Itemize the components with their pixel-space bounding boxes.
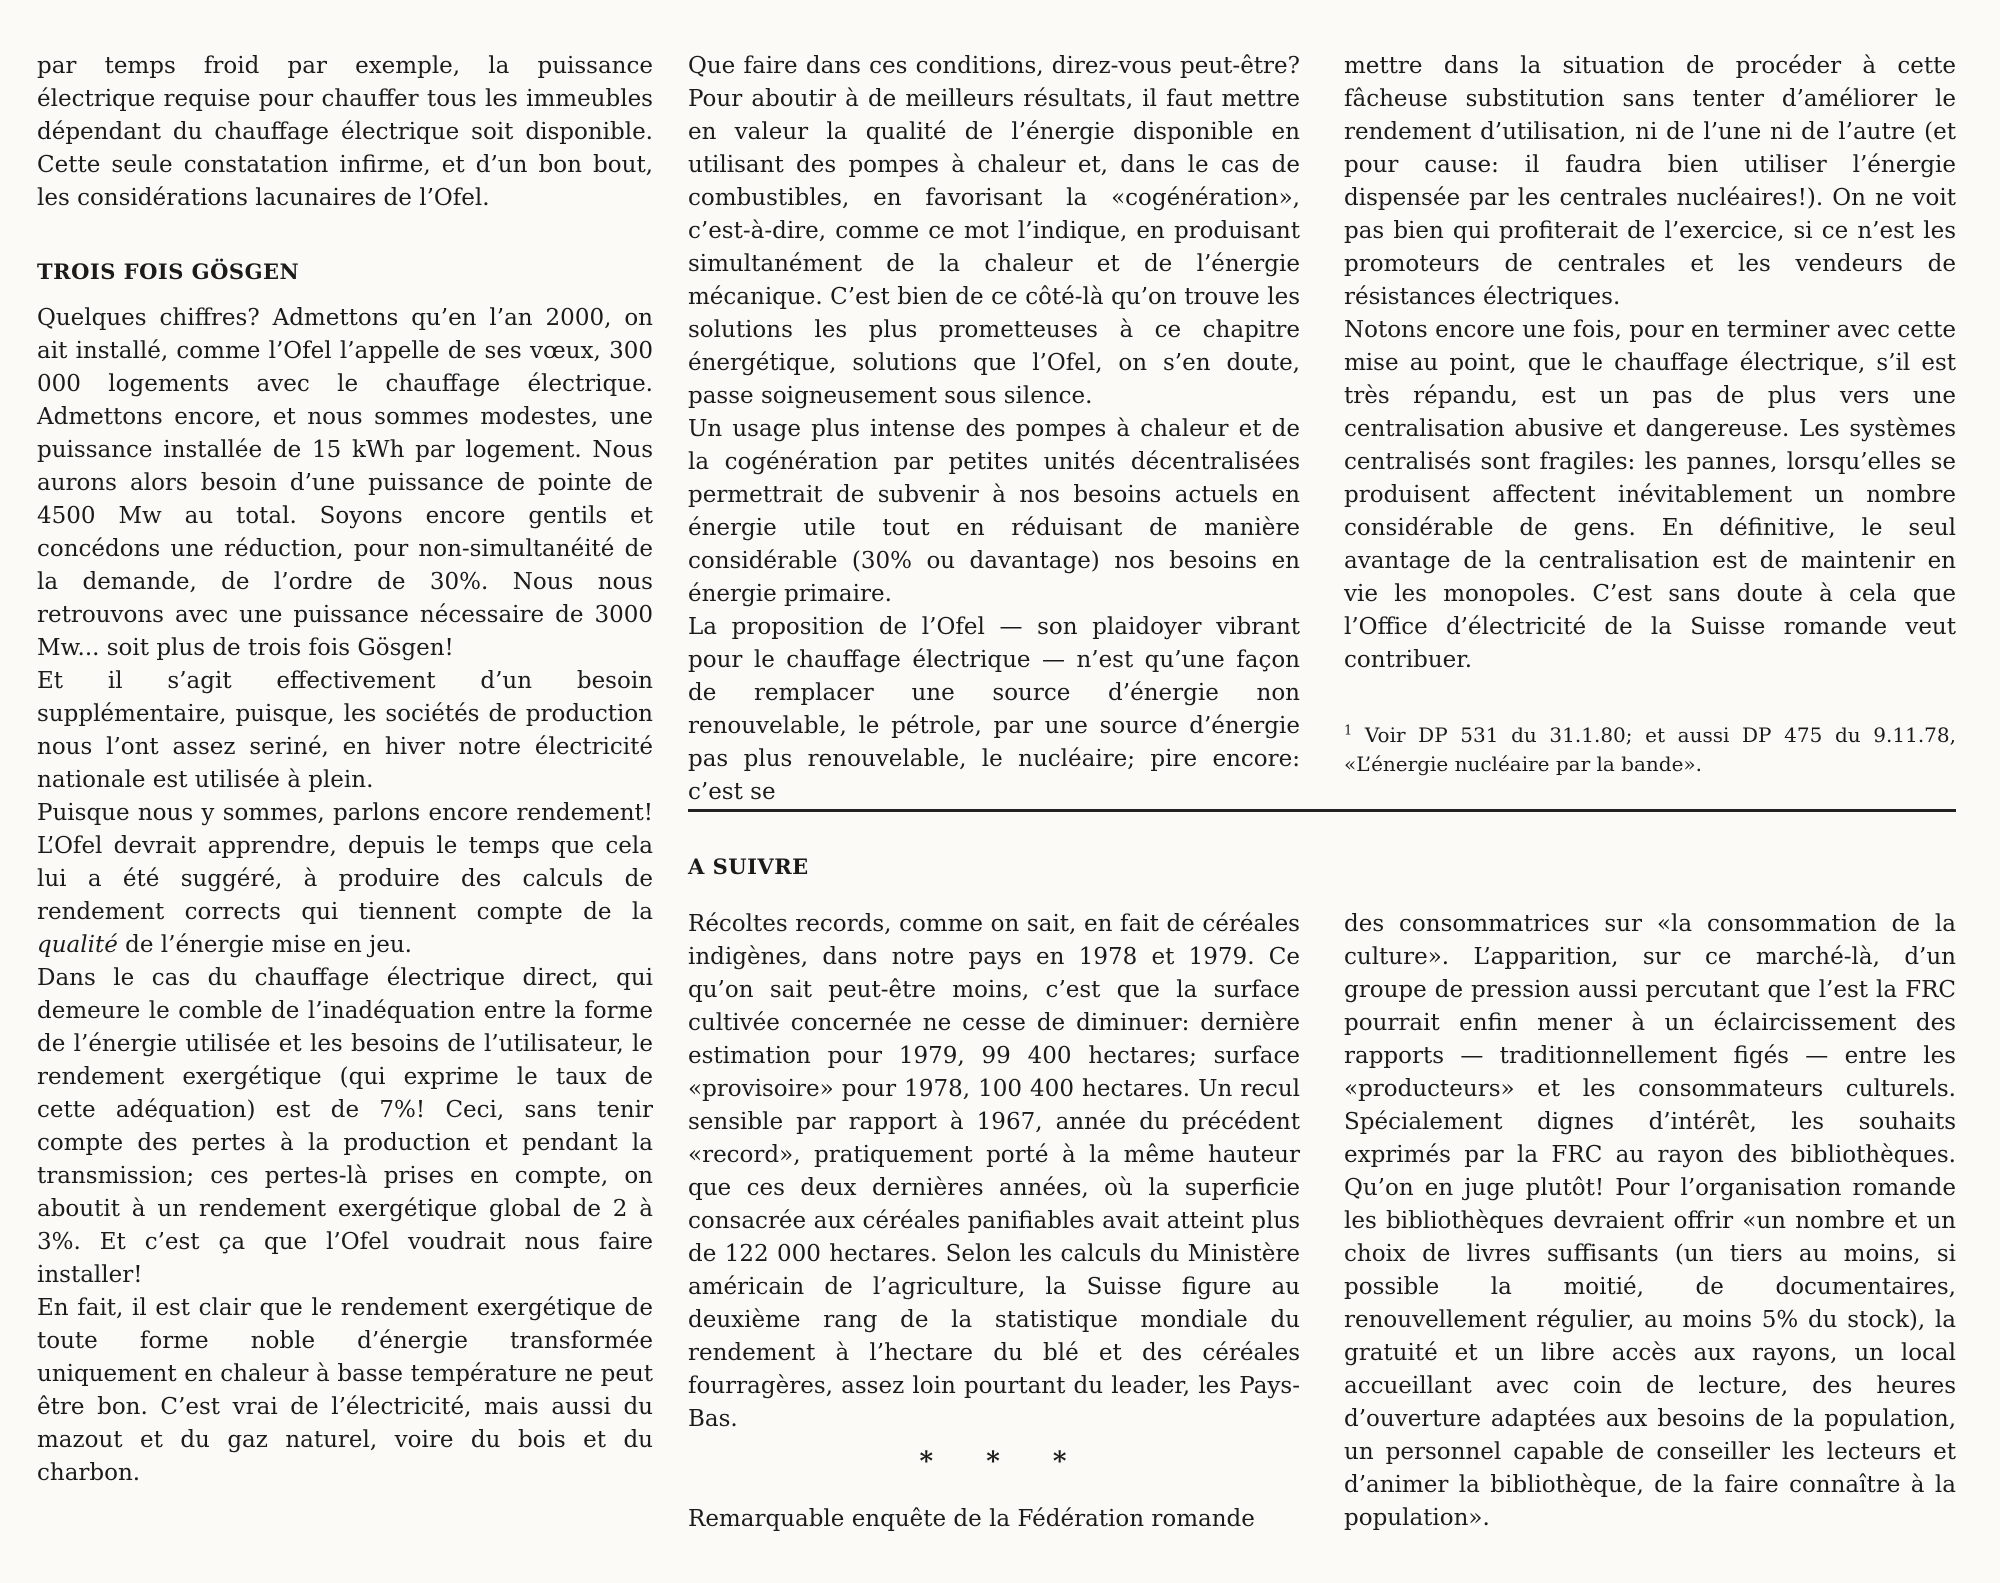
- paragraph: Quelques chiffres? Admettons qu’en l’an 2000, on ait installé, comme l’Ofel l’appelle de ses vœux, 300 000 logements avec le chauffage électrique. Admettons encore, et nous sommes modestes, une puissance installée de 15 kWh par logement. Nous aurons alors besoin d’une puissance de pointe de 4500 Mw au total. Soyons encore gentils et concédons une réduction, pour non-simultanéité de la demande, de l’ordre de 30%. Nous nous retrouvons avec une puissance nécessaire de 3000 Mw... soit plus de trois fois Gösgen!: [37, 305, 653, 661]
- paragraph: Récoltes records, comme on sait, en fait de céréales indigènes, dans notre pays en 1978 et 1979. Ce qu’on sait peut-être moins, c’est que la surface cultivée concernée ne cesse de diminuer: dernière estimation pour 1979, 99 400 hectares; surface «provisoire» pour 1978, 100 400 hectares. Un recul sensible par rapport à 1967, année du précédent «record», pratiquement porté à la même hauteur que ces deux dernières années, où la superficie consacrée aux céréales panifiables avait atteint plus de 122 000 hectares. Selon les calculs du Ministère américain de l’agriculture, la Suisse figure au deuxième rang de la statistique mondiale du rendement à l’hectare du blé et des céréales fourragères, assez loin pourtant du leader, les Pays-Bas.: [688, 911, 1300, 1432]
- paragraph: La proposition de l’Ofel — son plaidoyer vibrant pour le chauffage électrique — n’est qu’une façon de remplacer une source d’énergie non renouvelable, le pétrole, par une source d’énergie pas plus renouvelable, le nucléaire; pire encore: c’est se: [688, 614, 1300, 805]
- section-heading-trois-fois-gosgen: TROIS FOIS GÖSGEN: [37, 259, 300, 284]
- paragraph: par temps froid par exemple, la puissance électrique requise pour chauffer tous les immeubles dépendant du chauffage électrique soit disponible. Cette seule constatation infirme, et d’un bon bout, les considérations lacunaires de l’Ofel.: [37, 53, 653, 211]
- footnote-mark: 1: [1344, 723, 1353, 739]
- column-1: [37, 50, 653, 1490]
- paragraph: Un usage plus intense des pompes à chaleur et de la cogénération par petites unités décentralisées permettrait de subvenir à nos besoins actuels en énergie utile tout en réduisant de manière considérable (30% ou davantage) nos besoins en énergie primaire.: [688, 416, 1300, 607]
- footnote: $^1$ Voir DP 531 du 31.1.80; et aussi DP 475 du 9.11.78, «L’énergie nucléaire par la bande».: [1344, 723, 1956, 776]
- paragraph: Et il s’agit effectivement d’un besoin supplémentaire, puisque, les sociétés de production nous l’ont assez seriné, en hiver notre électricité nationale est utilisée à plein.: [37, 668, 653, 793]
- paragraph: des consommatrices sur «la consommation de la culture». L’apparition, sur ce marché-là, d’un groupe de pression aussi percutant que l’est la FRC pourrait enfin mener à un éclaircissement des rapports — traditionnellement figés — entre les «producteurs» et les consommateurs culturels. Spécialement dignes d’intérêt, les souhaits exprimés par la FRC au rayon des bibliothèques. Qu’on en juge plutôt! Pour l’organisation romande les bibliothèques devraient offrir «un nombre et un choix de livres suffisants (un tiers au moins, si possible la moitié, de documentaires, renouvellement régulier, au moins 5% du stock), la gratuité et un libre accès aux rayons, un local accueillant avec coin de lecture, des heures d’ouverture adaptées aux besoins de la population, un personnel capable de conseiller les lecteurs et d’animer la bibliothèque, de la faire connaître à la population».: [1344, 911, 1956, 1531]
- column-2: [688, 50, 1300, 809]
- section-heading-a-suivre: A SUIVRE: [688, 854, 809, 879]
- a-suivre-header: [688, 850, 1300, 883]
- a-suivre-column-2: [688, 908, 1300, 1536]
- paragraph: Notons encore une fois, pour en terminer avec cette mise au point, que le chauffage électrique, s’il est très répandu, est un pas de plus vers une centralisation abusive et dangereuse. Les systèmes centralisés sont fragiles: les pannes, lorsqu’elles se produisent affectent inévitablement un nombre considérable de gens. En définitive, le seul avantage de la centralisation est de maintenir en vie les monopoles. C’est sans doute à cela que l’Office d’électricité de la Suisse romande veut contribuer.: [1344, 317, 1956, 673]
- paragraph: Que faire dans ces conditions, direz-vous peut-être? Pour aboutir à de meilleurs résultats, il faut mettre en valeur la qualité de l’énergie disponible en utilisant des pompes à chaleur et, dans le cas de combustibles, en favorisant la «cogénération», c’est-à-dire, comme ce mot l’indique, en produisant simultanément de la chaleur et de l’énergie mécanique. C’est bien de ce côté-là qu’on trouve les solutions les plus prometteuses à ce chapitre énergétique, solutions que l’Ofel, on s’en doute, passe soigneusement sous silence.: [688, 53, 1300, 409]
- paragraph: Puisque nous y sommes, parlons encore rendement! L’Ofel devrait apprendre, depuis le temps que cela lui a été suggéré, à produire des calculs de rendement corrects qui tiennent compte de la qualité de l’énergie mise en jeu.: [37, 800, 653, 958]
- emphasis: qualité: [37, 932, 118, 958]
- paragraph: Remarquable enquête de la Fédération romande: [688, 1506, 1255, 1532]
- section-divider: [688, 809, 1956, 812]
- paragraph: En fait, il est clair que le rendement exergétique de toute forme noble d’énergie transformée uniquement en chaleur à basse température ne peut être bon. C’est vrai de l’électricité, mais aussi du mazout et du gaz naturel, voire du bois et du charbon.: [37, 1295, 653, 1486]
- a-suivre-column-3: [1344, 908, 1956, 1535]
- paragraph: Dans le cas du chauffage électrique direct, qui demeure le comble de l’inadéquation entre la forme de l’énergie utilisée et les besoins de l’utilisateur, le rendement exergétique (qui exprime le taux de cette adéquation) est de 7%! Ceci, sans tenir compte des pertes à la production et pendant la transmission; ces pertes-là prises en compte, on aboutit à un rendement exergétique global de 2 à 3%. Et c’est ça que l’Ofel voudrait nous faire installer!: [37, 965, 653, 1288]
- paragraph: mettre dans la situation de procéder à cette fâcheuse substitution sans tenter d’améliorer le rendement d’utilisation, ni de l’une ni de l’autre (et pour cause: il faudra bien utiliser l’énergie dispensée par les centrales nucléaires!). On ne voit pas bien qui profiterait de l’exercice, si ce n’est les promoteurs de centrales et les vendeurs de résistances électriques.: [1344, 53, 1956, 310]
- section-separator-stars: * * *: [919, 1447, 1089, 1477]
- column-3: [1344, 50, 1956, 779]
